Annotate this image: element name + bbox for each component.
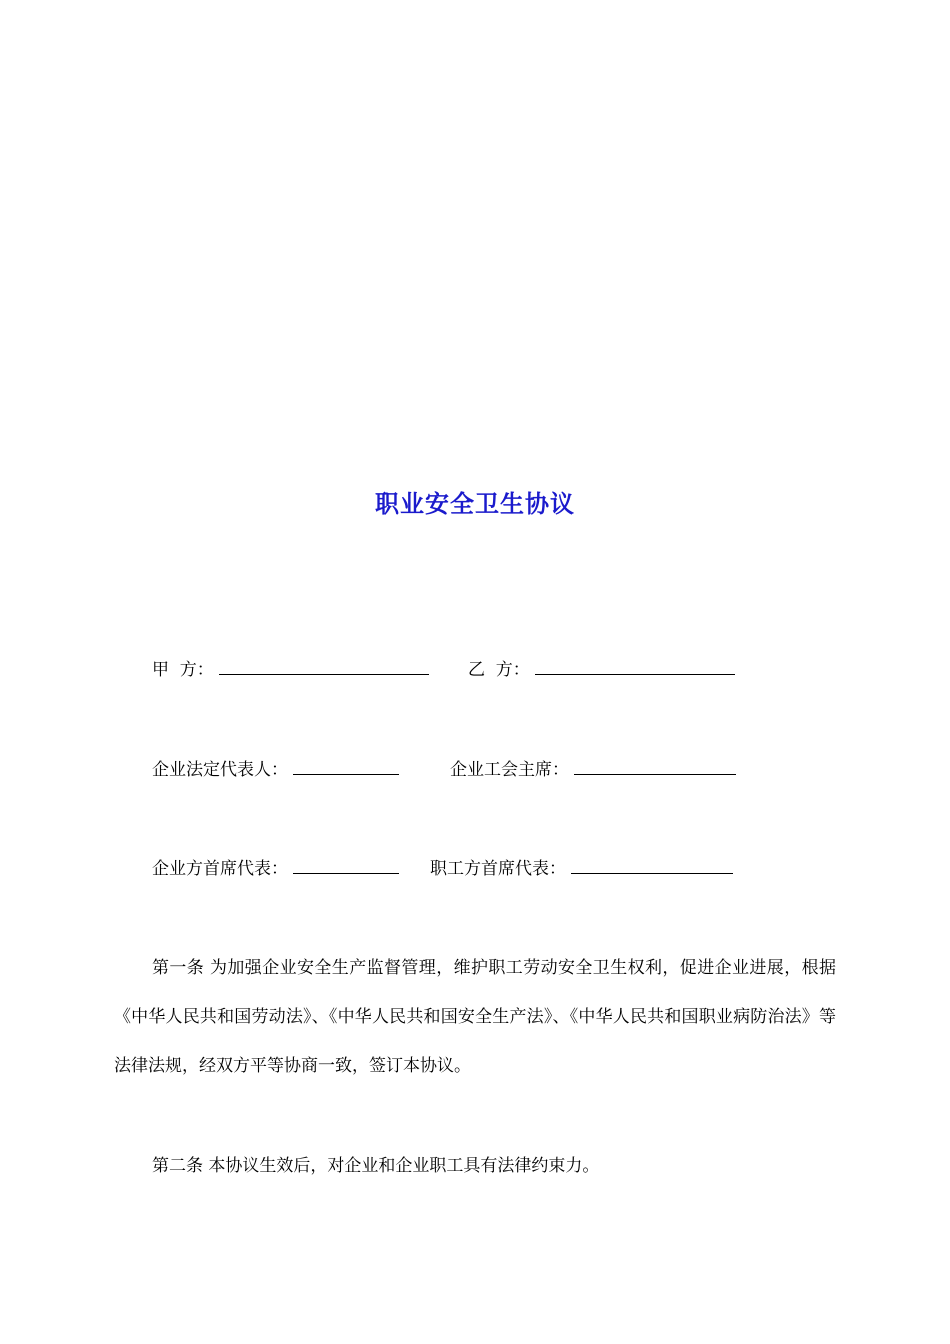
party-b-label: 乙 方： bbox=[468, 660, 530, 680]
party-a-line bbox=[152, 658, 429, 682]
party-a-blank bbox=[219, 659, 429, 675]
legal-rep-label: 企业法定代表人： bbox=[152, 760, 288, 780]
worker-chief-rep-label: 职工方首席代表： bbox=[430, 859, 566, 879]
article-1: 第一条 为加强企业安全生产监督管理，维护职工劳动安全卫生权利，促进企业进展，根据《中华人民共和国劳动法》、《中华人民共和国安全生产法》、《中华人民共和国职业病防治法》等法律法规，经双方平等协商一致，签订本协议。 bbox=[114, 958, 836, 1076]
legal-rep-blank bbox=[293, 759, 399, 775]
union-chair-label: 企业工会主席： bbox=[450, 760, 569, 780]
union-chair-line bbox=[450, 758, 736, 782]
company-chief-rep-label: 企业方首席代表： bbox=[152, 859, 288, 879]
party-b-line bbox=[468, 658, 735, 682]
worker-chief-rep-blank bbox=[571, 858, 733, 874]
article-2: 第二条 本协议生效后，对企业和企业职工具有法律约束力。 bbox=[152, 1156, 600, 1176]
legal-rep-line bbox=[152, 758, 399, 782]
party-a-label: 甲 方： bbox=[152, 660, 214, 680]
party-b-blank bbox=[535, 659, 735, 675]
union-chair-blank bbox=[574, 759, 736, 775]
company-chief-rep-blank bbox=[293, 858, 399, 874]
document-title: 职业安全卫生协议 bbox=[375, 489, 575, 518]
worker-chief-rep-line bbox=[430, 857, 733, 881]
company-chief-rep-line bbox=[152, 857, 399, 881]
